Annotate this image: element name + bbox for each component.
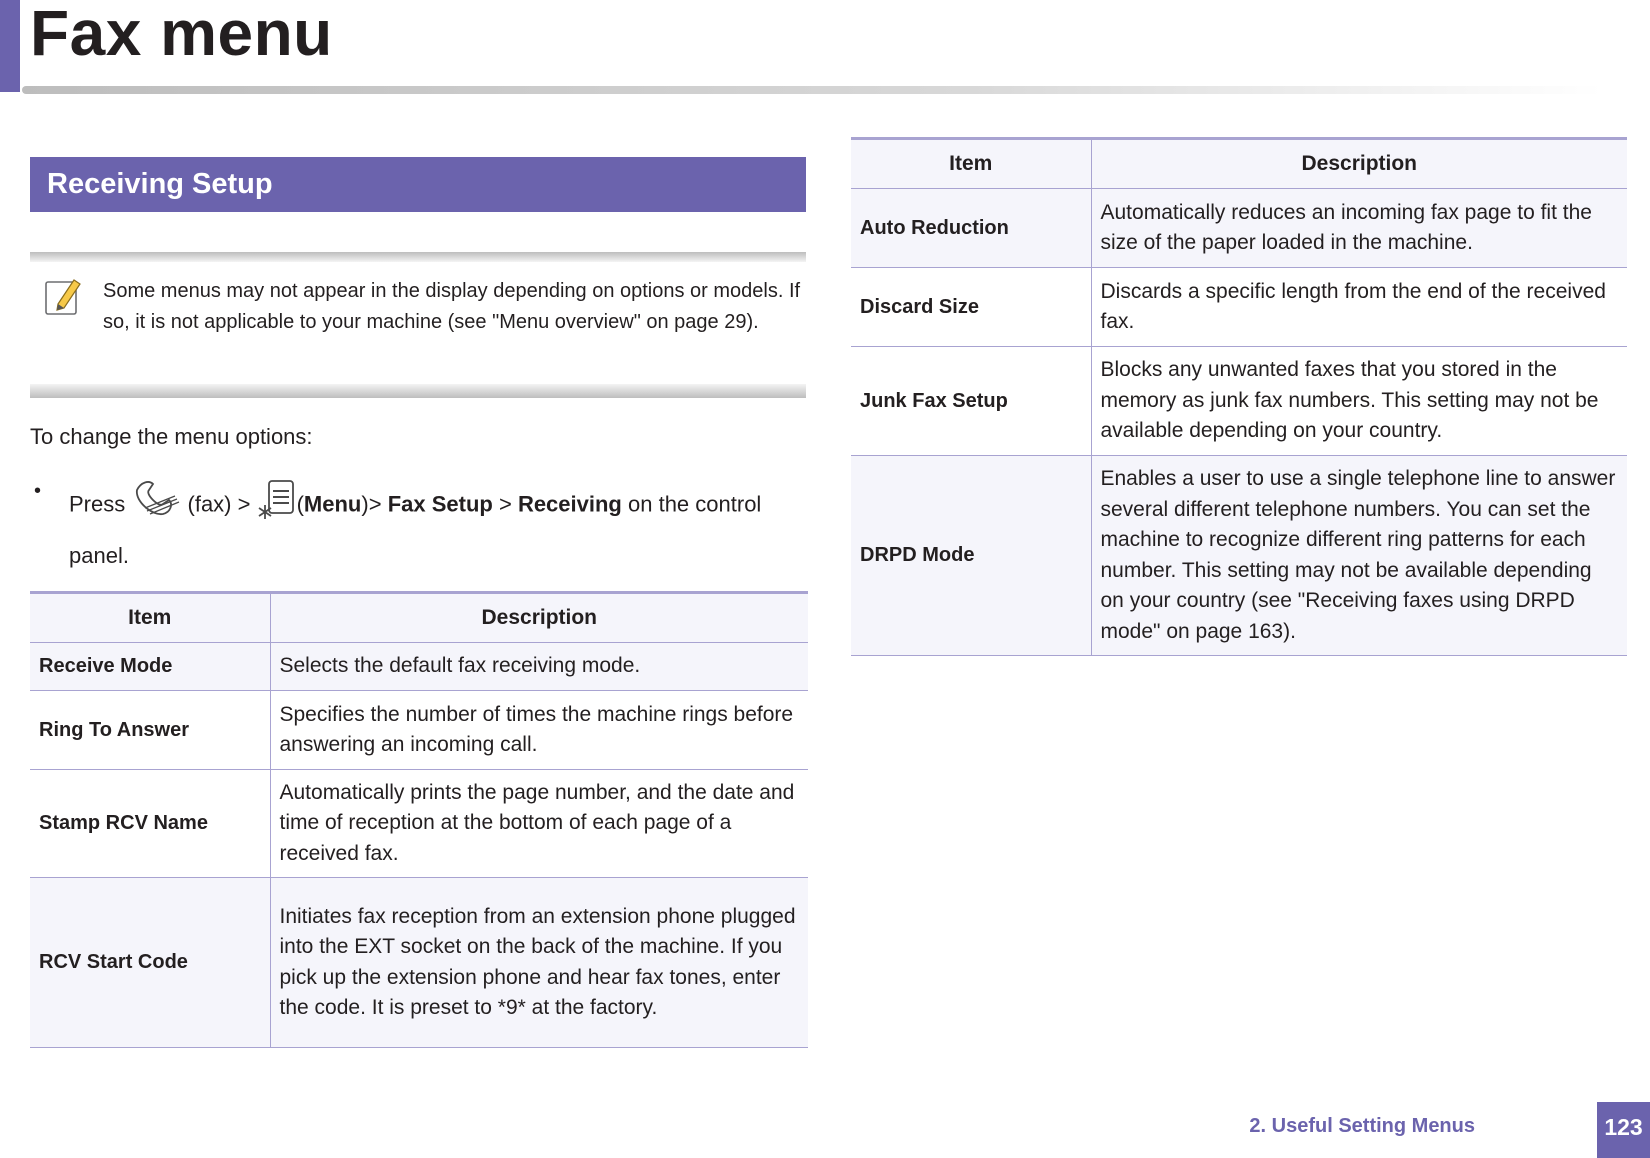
page-number: 123 (1597, 1102, 1650, 1158)
table-row (30, 643, 808, 691)
table-row (851, 347, 1627, 456)
receiving-options-table-continued (851, 137, 1627, 656)
table-row (851, 189, 1627, 268)
step-menu-label: Menu (303, 491, 362, 517)
description-cell: Initiates fax reception from an extension phone plugged into the EXT socket on the back of the machine. If you pick up the extension phone and hear fax tones, enter the code. It is preset to *9* at the factory. (270, 878, 808, 1048)
page-title: Fax menu (30, 0, 333, 69)
item-cell: DRPD Mode (851, 456, 1091, 656)
description-cell: Automatically prints the page number, and the date and time of reception at the bottom of each page of a received fax. (270, 770, 808, 878)
title-underline (22, 86, 1602, 94)
table-header-row (851, 139, 1627, 189)
note-box (30, 252, 806, 398)
description-cell: Selects the default fax receiving mode. (270, 643, 808, 691)
description-cell: Enables a user to use a single telephone line to answer several different telephone numbers. You can set the machine to recognize different ring patterns for each number. This setting may not be available depending on your country (see "Receiving faxes using DRPD mode" on page 163). (1091, 456, 1627, 656)
note-top-band (30, 252, 806, 262)
step-separator: > (498, 491, 512, 517)
step-press: Press (69, 491, 126, 517)
item-cell: Auto Reduction (851, 189, 1091, 268)
section-heading: Receiving Setup (30, 157, 806, 212)
step-tail: on the control panel. (69, 491, 762, 568)
table-header-row (30, 593, 808, 643)
step-fax-setup: Fax Setup (387, 491, 493, 517)
item-cell: RCV Start Code (30, 878, 270, 1048)
item-cell: Ring To Answer (30, 691, 270, 770)
description-cell: Automatically reduces an incoming fax page to fit the size of the paper loaded in the machine. (1091, 189, 1627, 268)
item-cell: Receive Mode (30, 643, 270, 691)
item-cell: Discard Size (851, 268, 1091, 347)
intro-text: To change the menu options: (30, 424, 313, 449)
table-row (851, 456, 1627, 656)
item-cell: Junk Fax Setup (851, 347, 1091, 456)
item-cell: Stamp RCV Name (30, 770, 270, 878)
column-header-item: Item (30, 593, 270, 643)
step-fax-label: (fax) > (187, 491, 251, 517)
note-bottom-band (30, 384, 806, 398)
column-header-item: Item (851, 139, 1091, 189)
note-text: Some menus may not appear in the display depending on options or models. If so, it is not applicable to your machine (see "Menu overview" on page 29). (103, 280, 801, 333)
menu-icon (257, 477, 297, 534)
column-header-description: Description (270, 593, 808, 643)
table-row (30, 770, 808, 878)
column-header-description: Description (1091, 139, 1627, 189)
description-cell: Blocks any unwanted faxes that you stored in the memory as junk fax numbers. This setting may not be available depending on your country. (1091, 347, 1627, 456)
table-row (30, 878, 808, 1048)
step-instruction (69, 477, 789, 578)
fax-icon (131, 478, 181, 533)
note-pencil-icon (44, 274, 84, 318)
step-menu-open: ( (296, 491, 304, 517)
description-cell: Specifies the number of times the machine rings before answering an incoming call. (270, 691, 808, 770)
table-row (851, 268, 1627, 347)
step-menu-close: )> (361, 491, 382, 517)
step-bullet: • (34, 480, 42, 502)
description-cell: Discards a specific length from the end of the received fax. (1091, 268, 1627, 347)
title-accent-bar (0, 0, 20, 92)
footer-section-title: 2. Useful Setting Menus (1249, 1115, 1475, 1137)
step-receiving: Receiving (517, 491, 622, 517)
table-row (30, 691, 808, 770)
receiving-options-table (30, 591, 808, 1048)
